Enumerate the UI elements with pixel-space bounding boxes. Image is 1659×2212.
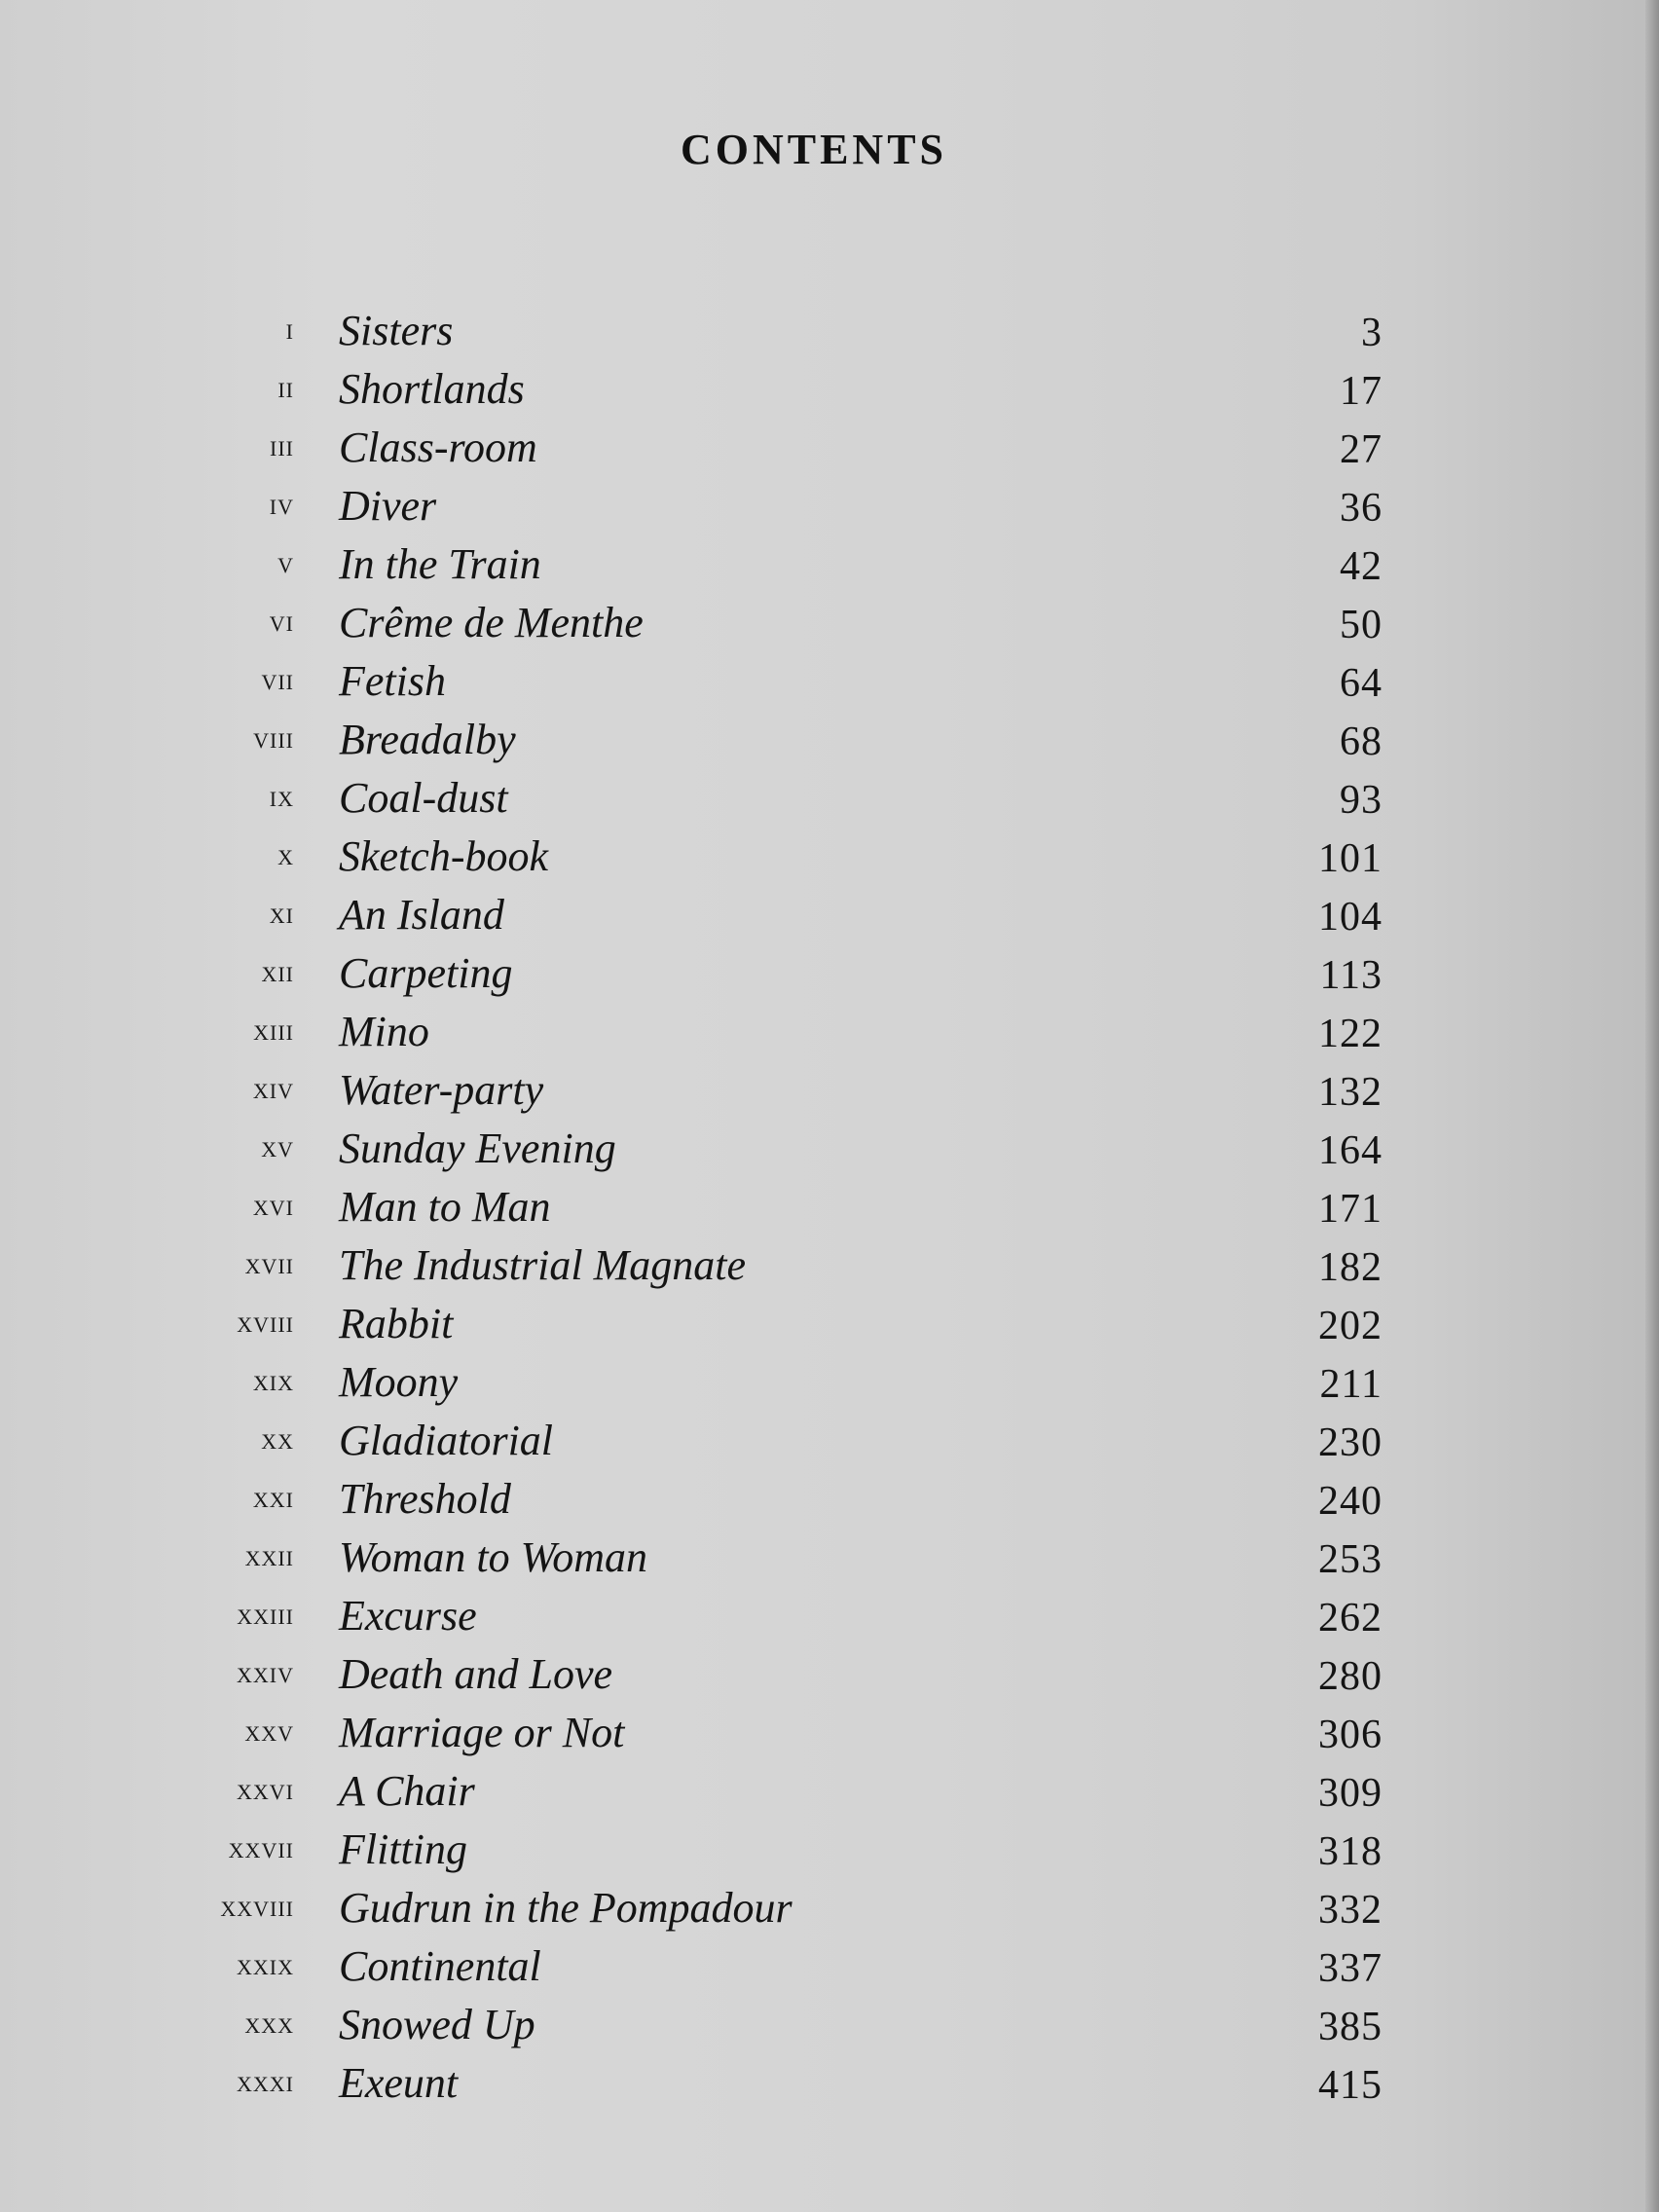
toc-entry: [0, 1124, 1659, 1182]
chapter-page-number: 230: [1318, 1420, 1382, 1465]
chapter-numeral: ii: [277, 370, 294, 404]
toc-entry: [0, 598, 1659, 656]
toc-entry: [0, 1357, 1659, 1416]
chapter-title: Flitting: [339, 1825, 467, 1873]
chapter-numeral: xi: [269, 896, 294, 930]
chapter-title: Crême de Menthe: [339, 599, 644, 646]
chapter-numeral: xxxi: [237, 2064, 294, 2098]
chapter-title: Class-room: [339, 424, 537, 471]
toc-entry: [0, 1825, 1659, 1883]
chapter-page-number: 318: [1318, 1829, 1382, 1874]
toc-entry: [0, 1240, 1659, 1299]
chapter-numeral: xxix: [237, 1947, 294, 1981]
chapter-title: Breadalby: [339, 716, 516, 763]
chapter-page-number: 104: [1318, 895, 1382, 940]
chapter-numeral: xv: [261, 1129, 294, 1163]
chapter-title: Carpeting: [339, 949, 513, 997]
chapter-page-number: 332: [1318, 1888, 1382, 1933]
chapter-numeral: v: [277, 545, 294, 579]
toc-entry: [0, 1299, 1659, 1357]
chapter-page-number: 50: [1340, 603, 1382, 647]
chapter-title: Threshold: [339, 1475, 511, 1523]
chapter-page-number: 27: [1340, 427, 1382, 472]
chapter-numeral: xix: [252, 1363, 294, 1397]
toc-entry: [0, 1182, 1659, 1240]
chapter-page-number: 17: [1340, 369, 1382, 414]
chapter-numeral: iii: [270, 428, 294, 462]
chapter-page-number: 171: [1318, 1187, 1382, 1232]
chapter-numeral: viii: [253, 720, 294, 755]
chapter-title: Mino: [339, 1008, 429, 1055]
toc-entry: [0, 1591, 1659, 1649]
toc-entry: [0, 1416, 1659, 1474]
chapter-numeral: xviii: [237, 1305, 294, 1339]
chapter-page-number: 309: [1318, 1771, 1382, 1816]
chapter-title: The Industrial Magnate: [339, 1241, 746, 1289]
chapter-title: Coal-dust: [339, 774, 508, 822]
chapter-numeral: xxii: [244, 1538, 294, 1572]
chapter-title: Excurse: [339, 1592, 477, 1640]
chapter-title: Diver: [339, 482, 437, 530]
chapter-numeral: xxv: [244, 1714, 294, 1748]
chapter-numeral: xvi: [252, 1188, 294, 1222]
chapter-numeral: iv: [269, 487, 294, 521]
chapter-numeral: xiv: [252, 1071, 294, 1105]
toc-entry: [0, 306, 1659, 364]
chapter-page-number: 211: [1319, 1362, 1382, 1407]
toc-entry: [0, 715, 1659, 773]
chapter-numeral: xxvii: [228, 1830, 294, 1864]
toc-entry: [0, 2058, 1659, 2117]
chapter-page-number: 253: [1318, 1537, 1382, 1582]
chapter-numeral: i: [285, 312, 294, 346]
chapter-page-number: 3: [1361, 311, 1382, 355]
chapter-title: Fetish: [339, 657, 446, 705]
toc-entry: [0, 423, 1659, 481]
chapter-page-number: 132: [1318, 1070, 1382, 1115]
chapter-numeral: xxvi: [237, 1772, 294, 1806]
chapter-title: Continental: [339, 1942, 541, 1990]
chapter-numeral: xxiv: [237, 1655, 294, 1689]
chapter-title: Rabbit: [339, 1300, 454, 1347]
toc-entry: [0, 773, 1659, 831]
chapter-page-number: 36: [1340, 486, 1382, 531]
chapter-title: A Chair: [339, 1767, 475, 1815]
toc-entry: [0, 1766, 1659, 1825]
toc-entry: [0, 364, 1659, 423]
chapter-title: Snowed Up: [339, 2001, 535, 2048]
chapter-title: Marriage or Not: [339, 1709, 625, 1756]
chapter-page-number: 240: [1318, 1479, 1382, 1524]
chapter-title: Shortlands: [339, 365, 525, 413]
chapter-numeral: xiii: [253, 1013, 294, 1047]
toc-entry: [0, 656, 1659, 715]
toc-entry: [0, 1007, 1659, 1065]
chapter-page-number: 415: [1318, 2063, 1382, 2108]
chapter-page-number: 93: [1340, 778, 1382, 823]
toc-entry: [0, 1065, 1659, 1124]
chapter-numeral: xvii: [244, 1246, 294, 1280]
chapter-title: Moony: [339, 1358, 459, 1406]
chapter-numeral: vi: [269, 604, 294, 638]
chapter-title: Gladiatorial: [339, 1417, 554, 1464]
chapter-title: Exeunt: [339, 2059, 459, 2107]
chapter-title: Sketch-book: [339, 832, 548, 880]
chapter-title: Sisters: [339, 307, 454, 354]
chapter-title: Water-party: [339, 1066, 544, 1114]
chapter-page-number: 182: [1318, 1245, 1382, 1290]
toc-entry: [0, 539, 1659, 598]
toc-entry: [0, 1474, 1659, 1532]
chapter-page-number: 337: [1318, 1946, 1382, 1991]
toc-entry: [0, 1532, 1659, 1591]
chapter-page-number: 202: [1318, 1304, 1382, 1348]
chapter-page-number: 68: [1340, 719, 1382, 764]
chapter-page-number: 262: [1318, 1596, 1382, 1641]
toc-entry: [0, 831, 1659, 890]
chapter-numeral: ix: [269, 779, 294, 813]
toc-entry: [0, 1883, 1659, 1941]
chapter-numeral: xxiii: [237, 1597, 294, 1631]
chapter-numeral: xii: [261, 954, 294, 988]
toc-entry: [0, 1708, 1659, 1766]
chapter-title: Death and Love: [339, 1650, 613, 1698]
toc-entry: [0, 1941, 1659, 2000]
chapter-title: Woman to Woman: [339, 1533, 648, 1581]
chapter-title: In the Train: [339, 540, 541, 588]
toc-entry: [0, 890, 1659, 948]
toc-entry: [0, 1649, 1659, 1708]
chapter-title: Sunday Evening: [339, 1124, 616, 1172]
toc-entry: [0, 948, 1659, 1007]
chapter-title: Gudrun in the Pompadour: [339, 1884, 793, 1932]
chapter-page-number: 306: [1318, 1713, 1382, 1757]
chapter-title: Man to Man: [339, 1183, 551, 1231]
chapter-page-number: 122: [1318, 1012, 1382, 1056]
contents-heading: CONTENTS: [680, 126, 948, 173]
chapter-page-number: 385: [1318, 2005, 1382, 2049]
chapter-page-number: 280: [1318, 1654, 1382, 1699]
chapter-numeral: xxi: [252, 1480, 294, 1514]
chapter-page-number: 64: [1340, 661, 1382, 706]
chapter-numeral: xx: [261, 1421, 294, 1456]
chapter-numeral: xxviii: [220, 1889, 294, 1923]
chapter-numeral: vii: [261, 662, 294, 696]
toc-entry: [0, 481, 1659, 539]
chapter-page-number: 113: [1319, 953, 1382, 998]
chapter-numeral: xxx: [244, 2006, 294, 2040]
table-of-contents: [0, 306, 1659, 2117]
chapter-title: An Island: [339, 891, 504, 939]
chapter-page-number: 164: [1318, 1128, 1382, 1173]
chapter-page-number: 42: [1340, 544, 1382, 589]
toc-entry: [0, 2000, 1659, 2058]
chapter-page-number: 101: [1318, 836, 1382, 881]
chapter-numeral: x: [277, 837, 294, 871]
